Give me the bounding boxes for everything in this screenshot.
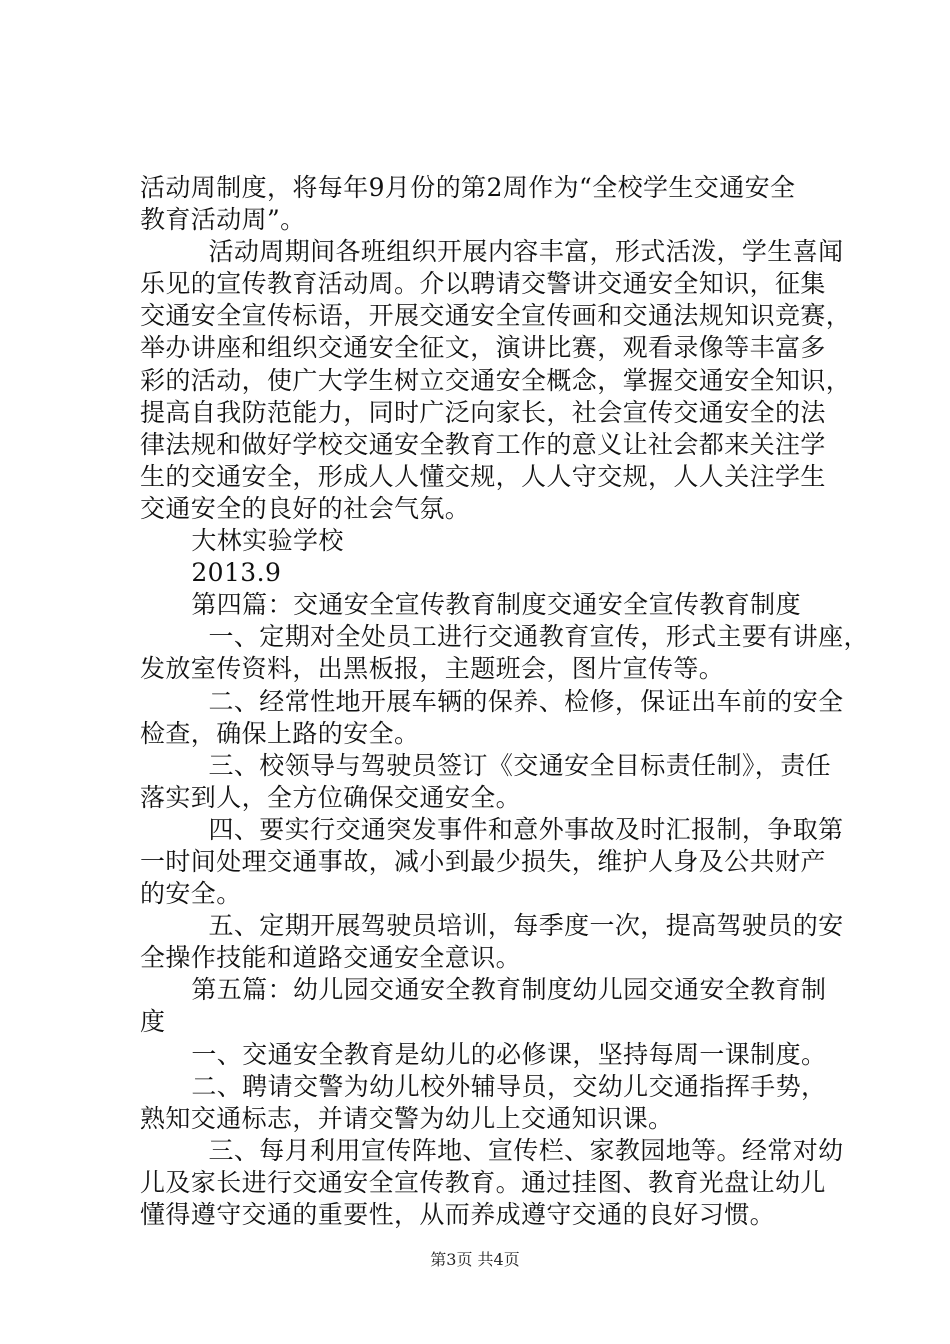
text-line: 儿及家长进行交通安全宣传教育。通过挂图、教育光盘让幼儿 — [140, 1167, 826, 1197]
text-line: 一时间处理交通事故，减小到最少损失，维护人身及公共财产 — [140, 846, 826, 876]
text-line: 提高自我防范能力，同时广泛向家长，社会宣传交通安全的法 — [140, 397, 826, 427]
text-line: 活动周制度，将每年9月份的第2周作为“全校学生交通安全 — [140, 173, 796, 202]
text-line: 第四篇：交通安全宣传教育制度交通安全宣传教育制度 — [191, 590, 801, 620]
text-line: 发放室传资料，出黑板报，主题班会，图片宣传等。 — [140, 654, 725, 684]
text-line: 彩的活动，使广大学生树立交通安全概念，掌握交通安全知识， — [140, 365, 852, 395]
text-line: 交通安全的良好的社会气氛。 — [140, 493, 471, 523]
text-line: 熟知交通标志，并请交警为幼儿上交通知识课。 — [140, 1103, 674, 1133]
text-line: 落实到人，全方位确保交通安全。 — [140, 782, 522, 812]
text-line: 五、定期开展驾驶员培训，每季度一次，提高驾驶员的安 — [208, 911, 844, 941]
text-line: 交通安全宣传标语，开展交通安全宣传画和交通法规知识竞赛， — [140, 301, 852, 331]
text-line: 三、每月利用宣传阵地、宣传栏、家教园地等。经常对幼 — [208, 1135, 844, 1165]
text-line: 的安全。 — [140, 879, 242, 909]
text-line: 活动周期间各班组织开展内容丰富，形式活泼，学生喜闻 — [208, 237, 844, 267]
text-line: 第五篇：幼儿园交通安全教育制度幼儿园交通安全教育制 — [191, 975, 827, 1005]
document-body — [140, 172, 869, 1231]
text-line: 度 — [140, 1007, 166, 1037]
text-line: 四、要实行交通突发事件和意外事故及时汇报制，争取第 — [208, 814, 844, 844]
text-line: 三、校领导与驾驶员签订《交通安全目标责任制》，责任 — [208, 750, 832, 780]
text-line: 检查，确保上路的安全。 — [140, 718, 420, 748]
text-line: 二、经常性地开展车辆的保养、检修，保证出车前的安全 — [208, 686, 844, 716]
text-line: 全操作技能和道路交通安全意识。 — [140, 943, 522, 973]
text-line: 大林实验学校 — [191, 526, 344, 556]
text-line: 一、定期对全处员工进行交通教育宣传，形式主要有讲座， — [208, 622, 869, 652]
text-line: 律法规和做好学校交通安全教育工作的意义让社会都来关注学 — [140, 429, 826, 459]
text-line: 乐见的宣传教育活动周。介以聘请交警讲交通安全知识，征集 — [140, 269, 826, 299]
text-line: 二、聘请交警为幼儿校外辅导员，交幼儿交通指挥手势， — [191, 1071, 827, 1101]
text-line: 懂得遵守交通的重要性，从而养成遵守交通的良好习惯。 — [140, 1200, 776, 1229]
text-line: 生的交通安全，形成人人懂交规，人人守交规，人人关注学生 — [140, 461, 826, 491]
page-footer: 第3页 共4页 — [430, 1250, 520, 1269]
text-line: 一、交通安全教育是幼儿的必修课，坚持每周一课制度。 — [191, 1039, 827, 1069]
text-line: 举办讲座和组织交通安全征文，演讲比赛，观看录像等丰富多 — [140, 333, 826, 363]
text-line: 教育活动周”。 — [140, 205, 306, 235]
text-line: 2013.9 — [191, 558, 282, 588]
